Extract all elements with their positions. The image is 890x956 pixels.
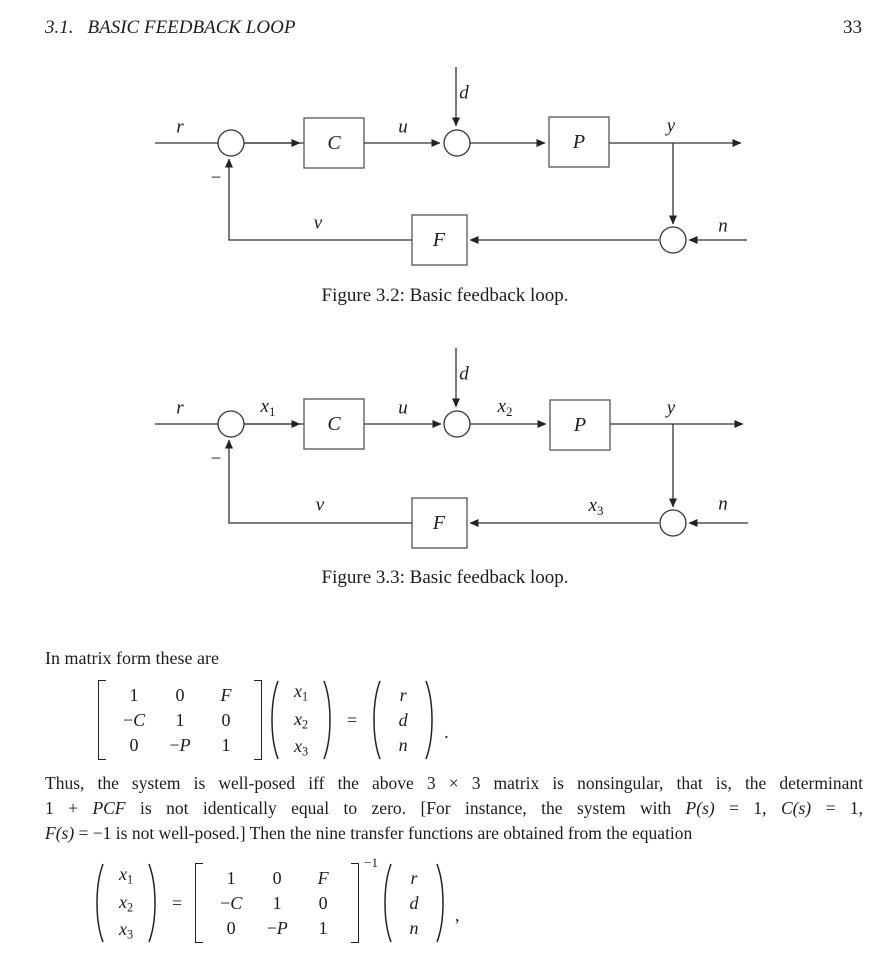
- left-paren: [267, 678, 280, 762]
- signal-label-n: n: [718, 215, 728, 237]
- vector-cell: n: [409, 918, 419, 938]
- signal-label-v: v: [313, 212, 323, 234]
- figure-3-3-diagram: [140, 338, 790, 563]
- section-heading: [45, 17, 295, 39]
- minus-sign: −: [210, 167, 222, 189]
- vector-cell: x3: [293, 736, 309, 759]
- signal-label-d: d: [459, 363, 469, 385]
- vector-cell: x3: [118, 919, 134, 942]
- vector-cell: d: [409, 893, 419, 913]
- paragraph-line: 1 + PCF is not identically equal to zero. [For instance, the system with P(s) = 1, C(s) = 1,: [45, 798, 863, 818]
- paragraph-line: Thus, the system is well-posed iff the above 3 × 3 matrix is nonsingular, that is, the determinant: [45, 773, 863, 793]
- equation-punctuation: ,: [455, 905, 460, 925]
- matrix-cell: 0: [175, 685, 185, 705]
- coefficient-matrix: [98, 680, 262, 760]
- matrix-cell: 1: [175, 710, 185, 730]
- signal-label-r: r: [176, 397, 184, 419]
- vector-cell: r: [410, 868, 418, 888]
- intro-sentence: In matrix form these are: [45, 648, 219, 668]
- vector-cell: x2: [118, 891, 134, 915]
- matrix-cell: 0: [221, 710, 231, 730]
- matrix-cell: 0: [129, 735, 139, 755]
- matrix-cell: 1: [318, 918, 328, 938]
- matrix-cell: F: [220, 685, 232, 705]
- plant-label: P: [573, 414, 587, 436]
- right-bracket: [254, 680, 262, 760]
- figure-3-2-caption: Figure 3.2: Basic feedback loop.: [321, 285, 569, 306]
- summing-junction-3: [660, 510, 686, 536]
- matrix-cell: 1: [129, 685, 139, 705]
- matrix-cell: −C: [122, 710, 146, 730]
- left-paren: [369, 678, 382, 762]
- left-paren: [380, 861, 393, 945]
- equals-sign: =: [172, 893, 183, 913]
- filter-label: F: [432, 229, 446, 251]
- page-number: 33: [843, 17, 862, 38]
- summing-junction-1: [218, 411, 244, 437]
- controller-label: C: [327, 132, 341, 154]
- paragraph-line: F(s) = −1 is not well-posed.] Then the nine transfer functions are obtained from the equation: [45, 823, 693, 843]
- filter-label: F: [432, 512, 446, 534]
- matrix-cell: 1: [221, 735, 231, 755]
- summing-junction-2: [444, 130, 470, 156]
- vector-cell: x2: [293, 708, 309, 732]
- signal-label-n: n: [718, 493, 728, 515]
- right-paren: [322, 678, 335, 762]
- vector-cell: r: [399, 685, 407, 705]
- section-number: 3.1.: [45, 17, 74, 38]
- matrix-cell: 0: [318, 893, 328, 913]
- vector-cell: n: [398, 735, 408, 755]
- signal-label-y: y: [666, 397, 676, 419]
- equation-punctuation: .: [444, 722, 449, 742]
- matrix-equation-1: [95, 679, 449, 761]
- matrix-equation-2: [90, 855, 460, 946]
- signal-label-x2: x2: [497, 396, 513, 419]
- right-paren: [147, 861, 160, 945]
- section-title: BASIC FEEDBACK LOOP: [87, 17, 296, 38]
- controller-label: C: [327, 413, 341, 435]
- signal-label-v: v: [315, 494, 325, 516]
- minus-sign: −: [210, 448, 222, 470]
- left-paren: [92, 861, 105, 945]
- body-paragraph: [45, 771, 863, 846]
- page-header: [45, 17, 862, 39]
- matrix-cell: 0: [226, 918, 236, 938]
- left-bracket: [98, 680, 106, 760]
- signal-label-r: r: [176, 116, 184, 138]
- matrix-cell: 0: [272, 868, 282, 888]
- matrix-cell: 1: [272, 893, 282, 913]
- matrix-cell: −P: [266, 918, 288, 938]
- summing-junction-2: [444, 411, 470, 437]
- signal-label-x1: x1: [260, 396, 276, 419]
- right-paren: [424, 678, 437, 762]
- figure-3-3-caption: Figure 3.3: Basic feedback loop.: [321, 567, 569, 588]
- equals-sign: =: [347, 710, 358, 730]
- plant-label: P: [572, 131, 586, 153]
- signal-label-u: u: [398, 397, 408, 419]
- vector-cell: x1: [293, 681, 309, 704]
- signal-label-u: u: [398, 116, 408, 138]
- figure-3-2-diagram: [140, 58, 790, 276]
- vector-cell: d: [398, 710, 408, 730]
- state-vector: [92, 861, 160, 945]
- matrix-cell: 1: [226, 868, 236, 888]
- input-vector: [369, 678, 437, 762]
- signal-label-x3: x3: [588, 495, 604, 518]
- right-bracket: [351, 863, 359, 943]
- matrix-cell: −C: [220, 893, 243, 913]
- summing-junction-1: [218, 130, 244, 156]
- right-paren: [435, 861, 448, 945]
- inverse-exponent: −1: [364, 855, 378, 870]
- matrix-cell: −P: [169, 735, 191, 755]
- signal-label-y: y: [666, 115, 676, 137]
- input-vector: [380, 861, 448, 945]
- matrix-cell: F: [317, 868, 329, 888]
- vector-cell: x1: [118, 864, 134, 887]
- coefficient-matrix: [195, 863, 359, 943]
- state-vector: [267, 678, 335, 762]
- left-bracket: [195, 863, 203, 943]
- signal-label-d: d: [459, 82, 469, 104]
- summing-junction-3: [660, 227, 686, 253]
